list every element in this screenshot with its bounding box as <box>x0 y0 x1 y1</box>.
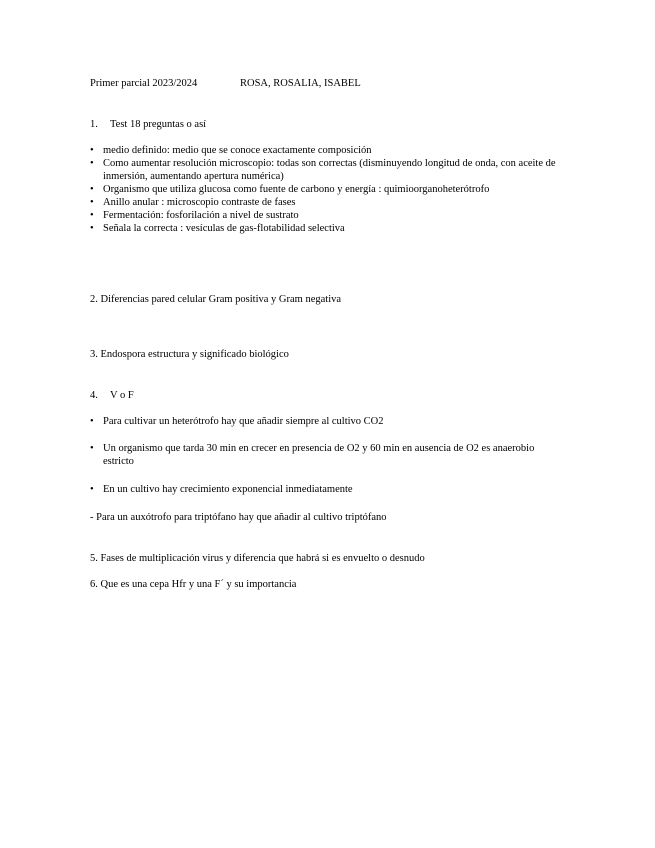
question-1-title: Test 18 preguntas o así <box>110 119 207 130</box>
question-4-heading <box>90 389 134 402</box>
question-1-heading <box>90 118 206 131</box>
exam-title: Primer parcial 2023/2024 <box>90 78 198 89</box>
true-false-item: • Un organismo que tarda 30 min en crecer en presencia de O2 y 60 min en ausencia de O2 es anaerobio estricto <box>90 442 560 468</box>
question-1-bullet: • Señala la correcta : vesículas de gas-flotabilidad selectiva <box>90 222 570 235</box>
true-false-item: • En un cultivo hay crecimiento exponencial inmediatamente <box>90 483 560 496</box>
author-names: ROSA, ROSALIA, ISABEL <box>240 78 361 89</box>
question-4-item-list <box>90 442 560 468</box>
question-4-number: 4. <box>90 390 98 401</box>
question-4-item-list <box>90 415 560 428</box>
question-1-number: 1. <box>90 119 98 130</box>
question-1-bullet: • Fermentación: fosforilación a nivel de sustrato <box>90 209 570 222</box>
question-2: 2. Diferencias pared celular Gram positiva y Gram negativa <box>90 294 342 305</box>
true-false-item: • Para cultivar un heterótrofo hay que añadir siempre al cultivo CO2 <box>90 415 560 428</box>
question-6: 6. Que es una cepa Hfr y una F´ y su importancia <box>90 579 297 590</box>
question-1-bullet: • Organismo que utiliza glucosa como fuente de carbono y energía : quimioorganoheterótrofo <box>90 183 570 196</box>
question-1-bullet: • Anillo anular : microscopio contraste de fases <box>90 196 570 209</box>
question-1-bullet-list <box>90 144 570 235</box>
question-4-title: V o F <box>110 390 134 401</box>
question-4-item-list <box>90 483 560 496</box>
true-false-dash-item: - Para un auxótrofo para triptófano hay que añadir al cultivo triptófano <box>90 512 387 523</box>
question-5: 5. Fases de multiplicación virus y diferencia que habrá si es envuelto o desnudo <box>90 553 425 564</box>
document-header <box>90 77 361 90</box>
question-1-bullet: • medio definido: medio que se conoce exactamente composición <box>90 144 570 157</box>
question-3: 3. Endospora estructura y significado biológico <box>90 349 289 360</box>
question-1-bullet: • Como aumentar resolución microscopio: todas son correctas (disminuyendo longitud de onda, con aceite de inmersión, aumentando apertura numérica) <box>90 157 570 183</box>
